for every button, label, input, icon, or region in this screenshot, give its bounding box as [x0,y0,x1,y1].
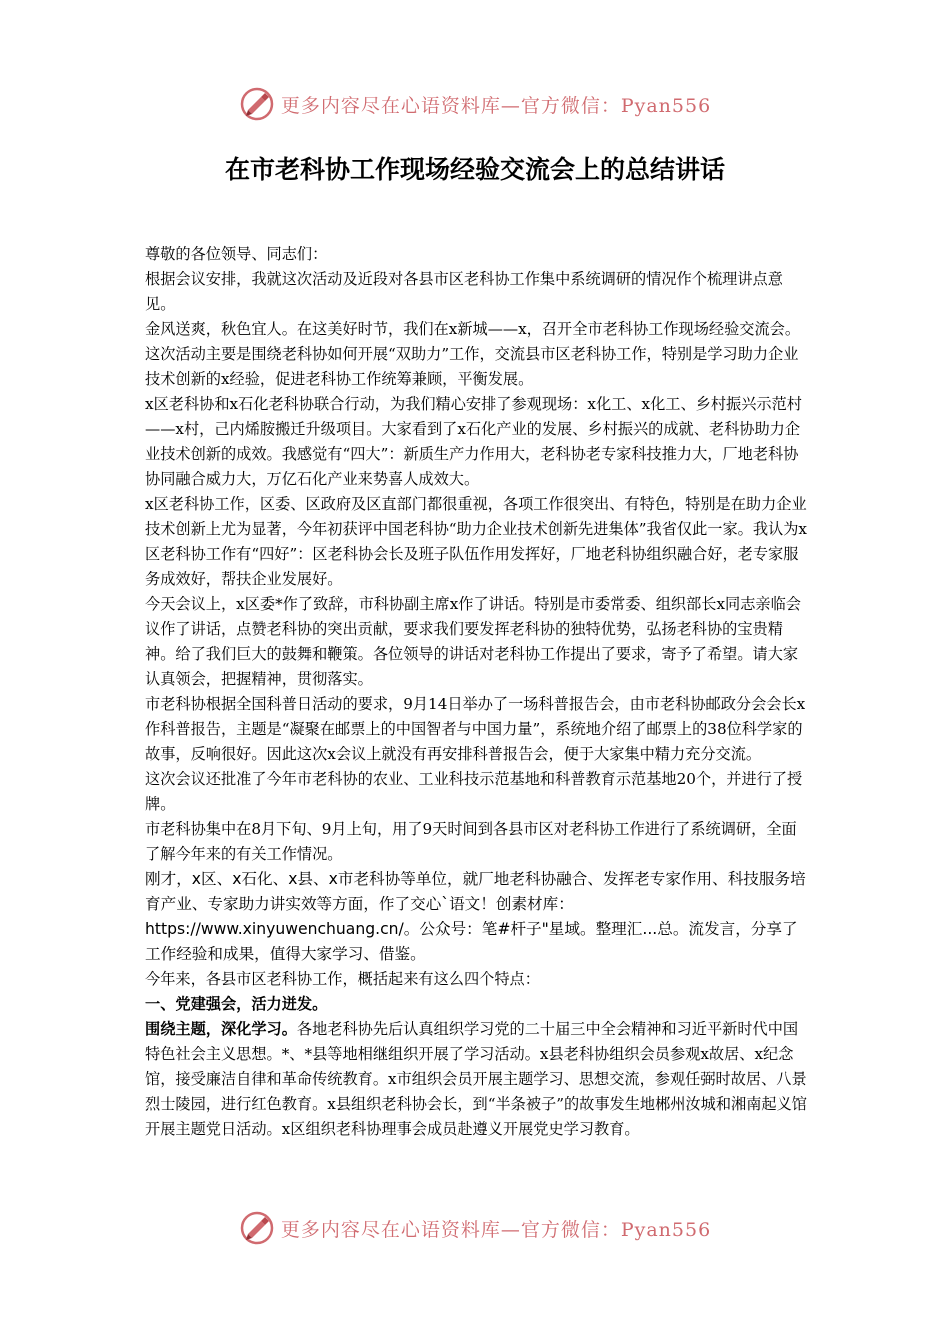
paragraph: 今年来，各县市区老科协工作，概括起来有这么四个特点： [145,970,540,988]
document-body [145,242,810,1142]
paragraph: 今天会议上，x区委*作了致辞，市科协副主席x作了讲话。特别是市委常委、组织部长x同志亲临会议作了讲话，点赞老科协的突出贡献，要求我们要发挥老科协的独特优势，弘扬老科协的宝贵精神。给了我们巨大的鼓舞和鞭策。各位领导的讲话对老科协工作提出了要求，寄予了希望。请大家认真领会，把握精神，贯彻落实。 [145,595,801,688]
writing-hand-icon [239,1210,275,1246]
watermark-text: 更多内容尽在心语资料库—官方微信：Pyan556 [280,1218,712,1241]
paragraph: 根据会议安排，我就这次活动及近段对各县市区老科协工作集中系统调研的情况作个梳理讲点意见。 [145,270,783,313]
paragraph [145,1017,810,1142]
paragraph-text: 各地老科协先后认真组织学习党的二十届三中全会精神和习近平新时代中国特色社会主义思想。*、*县等地相继组织开展了学习活动。x县老科协组织会员参观x故居、x纪念馆，接受廉洁自律和革命传统教育。x市组织会员开展主题学习、思想交流，参观任弼时故居、八景烈士陵园，进行红色教育。x县组织老科协会长，到“半条被子”的故事发生地郴州汝城和湘南起义馆开展主题党日活动。x区组织老科协理事会成员赴遵义开展党史学习教育。 [145,1020,807,1138]
paragraph: x区老科协和x石化老科协联合行动，为我们精心安排了参观现场：x化工、x化工、乡村振兴示范村——x村，己内烯胺搬迁升级项目。大家看到了x石化产业的发展、乡村振兴的成就、老科协助力企业技术创新的成效。我感觉有“四大”：新质生产力作用大，老科协老专家科技推力大，厂地老科协协同融合威力大，万亿石化产业来势喜人成效大。 [145,395,802,488]
watermark-text: 更多内容尽在心语资料库—官方微信：Pyan556 [280,94,712,117]
paragraph: 这次会议还批准了今年市老科协的农业、工业科技示范基地和科普教育示范基地20个，并进行了授牌。 [145,770,803,813]
writing-hand-icon [239,86,275,122]
paragraph-sans: 刚才，x区、x石化、x县、x市老科协等单位，就厂地老科协融合、发挥老专家作用、科技服务培育产业、专家助力讲实效等方面，作了交心`语文！创素材库：https://www.xinyuwenchuang.cn/。公众号：笔#杆子"星域。整理汇...总。流发言，分享了工作经验和成果，值得大家学习、借鉴。 [145,870,806,963]
greeting: 尊敬的各位领导、同志们： [145,245,328,263]
footer-watermark [0,1208,950,1248]
document-title: 在市老科协工作现场经验交流会上的总结讲话 [224,155,725,184]
paragraph-lead: 围绕主题，深化学习。 [145,1020,297,1038]
paragraph: 市老科协集中在8月下旬、9月上旬，用了9天时间到各县市区对老科协工作进行了系统调研，全面了解今年来的有关工作情况。 [145,820,797,863]
paragraph: x区老科协工作，区委、区政府及区直部门都很重视，各项工作很突出、有特色，特别是在助力企业技术创新上尤为显著，今年初获评中国老科协“助力企业技术创新先进集体”我省仅此一家。我认为x区老科协工作有“四好”：区老科协会长及班子队伍作用发挥好，厂地老科协组织融合好，老专家服务成效好，帮扶企业发展好。 [145,495,807,588]
section-heading: 一、党建强会，活力迸发。 [145,995,328,1013]
paragraph: 市老科协根据全国科普日活动的要求，9月14日举办了一场科普报告会，由市老科协邮政分会会长x作科普报告，主题是“凝聚在邮票上的中国智者与中国力量”，系统地介绍了邮票上的38位科学家的故事，反响很好。因此这次x会议上就没有再安排科普报告会，便于大家集中精力充分交流。 [145,695,806,763]
paragraph: 金风送爽，秋色宜人。在这美好时节，我们在x新城——x，召开全市老科协工作现场经验交流会。这次活动主要是围绕老科协如何开展“双助力”工作，交流县市区老科协工作，特别是学习助力企业技术创新的x经验，促进老科协工作统筹兼顾，平衡发展。 [145,320,801,388]
header-watermark [0,84,950,124]
